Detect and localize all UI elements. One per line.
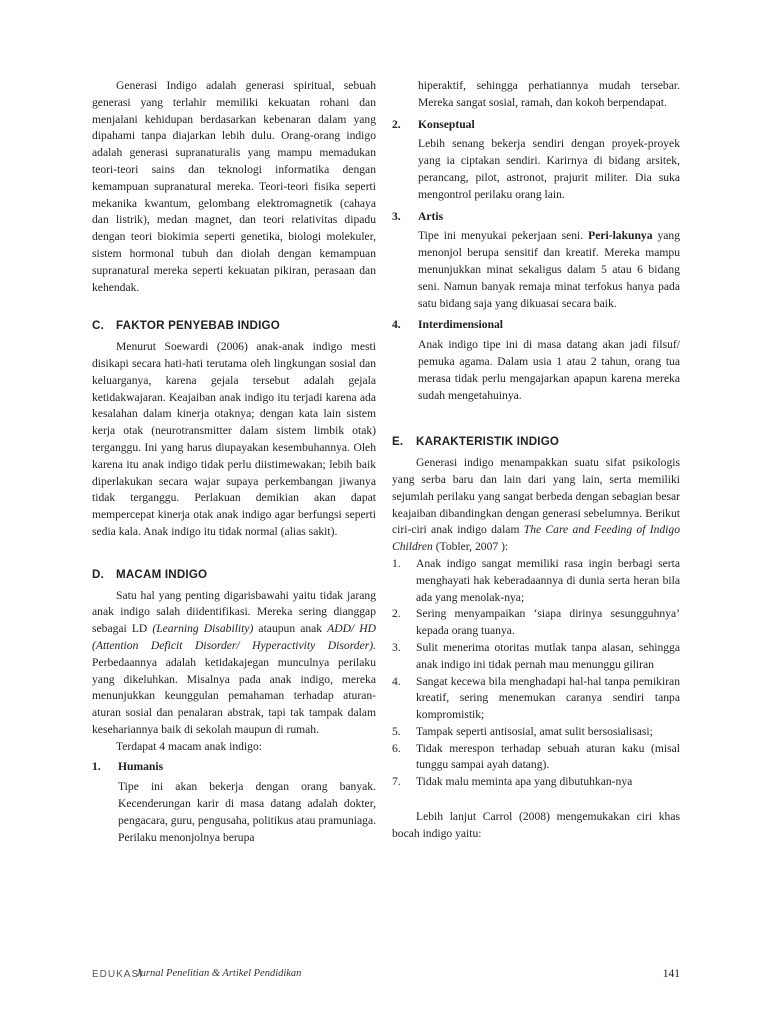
list-item-number: 7.: [392, 775, 401, 789]
type-1-body-right: hiperaktif, sehingga perhatiannya mudah tersebar. Mereka sangat sosial, ramah, dan kokoh berpendapat.: [418, 79, 680, 109]
intro-paragraph: Generasi Indigo adalah generasi spiritual, sebuah generasi yang terlahir memiliki kekuatan rohani dan menjalani kehidupan berdasarkan kebenaran dalam yang dipahami tanpa diajarkan lebih dulu. Orang-orang indigo adalah generasi supranaturalis yang mampu memadukan teori-teori sains dan teknologi informatika dengan kemampuan supranatural mereka. Teori-teori fisika seperti mekanika kwantum, gelombang elektromagnetik (cahaya dan listrik), medan magnet, dan teori relativitas dipadu dengan teori biokimia seperti genetika, biologi molekuler, sistem hormonal tubuh dan diolah dengan kemampuan supranatural mereka seperti kekuatan pikiran, perasaan dan kehendak.: [92, 79, 376, 294]
adhd-term: ADD/ HD (Attention Deficit Disorder/ Hyperactivity Disorder).: [92, 622, 376, 652]
left-column: [92, 78, 376, 846]
type-1-body-left: Tipe ini akan bekerja dengan orang banyak. Kecenderungan karir di masa datang adalah dokter, pengacara, guru, pengusaha, politikus atau pramuniaga. Perilaku menonjolnya berupa: [118, 780, 376, 844]
section-e-title: KARAKTERISTIK INDIGO: [416, 435, 560, 449]
learning-disability-term: (Learning Disability): [152, 622, 254, 636]
list-item-number: 4.: [392, 674, 401, 688]
type-1-number: 1.: [92, 760, 101, 774]
list-item: [392, 556, 680, 606]
section-d-heading: [92, 567, 376, 584]
type-3-body: [392, 228, 680, 312]
section-d-text-a: Satu hal yang penting digarisbawahi yaitu tidak jarang anak indigo salah diidentifikasi. Mereka sering dianggap sebagai LD: [92, 588, 376, 636]
type-1-title: Humanis: [118, 760, 164, 774]
type-2-body: Lebih senang bekerja sendiri dengan proyek-proyek yang ia ciptakan sendiri. Karirnya di bidang arsitek, perancang, pilot, astronot, prajurit militer. Dia suka mengontrol perilaku orang lain.: [418, 137, 680, 201]
journal-logo: EDUKASI: [92, 969, 143, 980]
type-3-text-b: yang menonjol berupa sensitif dan kreatif. Mereka mampu menunjukkan minat sekaligus dalam 5 atau 6 bidang seni. Namun banyak remaja minat terfokus hanya pada satu bidang saja yang dikuasai secara baik.: [418, 229, 681, 310]
type-1-heading: [92, 759, 376, 776]
section-c-paragraph: Menurut Soewardi (2006) anak-anak indigo mesti disikapi secara hati-hati terutama oleh lingkungan sosial dan keluarganya, karena gejala tersebut adalah gejala ketidakwajaran. Keajaiban anak indigo itu terjadi karena ada kesalahan dalam kinerja otaknya; dengan kata lain sistem kerja otak (neurotransmitter dalam sistem limbik otak) terganggu. Ini yang harus diupayakan kesembuhannya. Oleh karena itu anak indigo tidak perlu diistimewakan; lebih baik diperlakukan secara wajar supaya perkembangan jiwanya tidak terganggu. Perlakuan demikian akan dapat mempercepat kinerja otak anak indigo agar berfungsi seperti sedia kala. Anak indigo itu tidak normal (alias sakit).: [92, 340, 376, 538]
type-3-heading: [392, 209, 680, 226]
section-e-text-a: Generasi indigo menampakkan suatu sifat psikologis yang serba baru dan lain dari yang lain, serta memiliki sejumlah perilaku yang sangat berbeda dengan sebagian besar keajaiban dibandingkan dengan generasi sebelumnya. Berikut ciri-ciri anak indigo dalam: [392, 456, 680, 537]
list-item-text: Tampak seperti antisosial, amat sulit bersosialisasi;: [416, 724, 653, 738]
section-d-text-c: Perbedaannya adalah ketidakajegan munculnya perilaku yang dikeluhkan. Misalnya pada anak indigo, mereka menunjukkan keunggulan pemahaman terhadap aturan-aturan sosial dan penalaran abstrak, tapi tak tampak dalam kesehariannya baik di sekolah maupun di rumah.: [92, 655, 376, 736]
type-4-heading: [392, 317, 680, 334]
type-3-title: Artis: [418, 209, 444, 223]
section-d-title: MACAM INDIGO: [116, 567, 208, 581]
section-d-text-b: ataupun anak: [253, 622, 328, 636]
section-e-closing: Lebih lanjut Carrol (2008) mengemukakan ciri khas bocah indigo yaitu:: [392, 810, 680, 840]
type-2-number: 2.: [392, 117, 401, 131]
characteristics-list: [392, 556, 680, 791]
type-3-number: 3.: [392, 209, 401, 223]
list-item-text: Anak indigo sangat memiliki rasa ingin berbagi serta menghayati hak keberadaannya di dunia serta heran bila ada yang menolak-nya;: [416, 556, 680, 604]
type-4-body: Anak indigo tipe ini di masa datang akan jadi filsuf/ pemuka agama. Dalam usia 1 atau 2 tahun, orang tua merasa tidak perlu mengajarkan apapun karena mereka sudah mengetahuinya.: [418, 338, 680, 402]
section-e-number: E.: [392, 435, 404, 449]
type-2-title: Konseptual: [418, 117, 475, 131]
list-item: [392, 741, 680, 775]
list-item-number: 5.: [392, 724, 401, 738]
list-item: [392, 724, 680, 741]
list-item-number: 6.: [392, 741, 401, 755]
right-column: [392, 78, 680, 843]
type-3-bold-word: Peri-lakunya: [588, 229, 653, 243]
section-d-paragraph-2: Terdapat 4 macam anak indigo:: [116, 739, 262, 753]
page-number: 141: [662, 968, 680, 980]
type-4-title: Interdimensional: [418, 318, 504, 332]
list-item-number: 1.: [392, 556, 401, 570]
list-item-text: Sangat kecewa bila menghadapi hal-hal tanpa pemikiran kreatif, sering menemukan caranya sendiri tanpa kompromistik;: [416, 674, 680, 722]
section-d-number: D.: [92, 567, 104, 581]
list-item-text: Sering menyampaikan ‘siapa dirinya sesungguhnya’ kepada orang tuanya.: [416, 607, 680, 638]
list-item: [392, 606, 680, 640]
type-3-text-a: Tipe ini menyukai pekerjaan seni.: [418, 229, 589, 243]
section-c-number: C.: [92, 319, 104, 333]
list-item-text: Tidak malu meminta apa yang dibutuhkan-nya: [416, 775, 633, 789]
list-item: [392, 774, 680, 791]
journal-name: Jurnal Penelitian & Artikel Pendidikan: [136, 968, 302, 979]
section-c-heading: [92, 318, 376, 335]
type-4-number: 4.: [392, 318, 401, 332]
list-item: [392, 674, 680, 724]
page-footer: [92, 966, 680, 986]
section-c-title: FAKTOR PENYEBAB INDIGO: [116, 319, 280, 333]
list-item: [392, 640, 680, 674]
section-e-text-b: (Tobler, 2007 ):: [432, 540, 509, 554]
section-e-heading: [392, 434, 680, 451]
book-title: The Care and Feeding of Indigo Children: [392, 523, 680, 554]
list-item-number: 2.: [392, 607, 401, 621]
section-e-paragraph: [392, 455, 680, 556]
type-2-heading: [392, 117, 680, 134]
list-item-text: Sulit menerima otoritas mutlak tanpa alasan, sehingga anak indigo ini tidak pernah mau menunggu giliran: [416, 640, 680, 671]
list-item-number: 3.: [392, 640, 401, 654]
section-d-paragraph-1: [92, 588, 376, 739]
list-item-text: Tidak merespon terhadap sebuah aturan kaku (misal tunggu sampai ayah datang).: [416, 741, 680, 772]
